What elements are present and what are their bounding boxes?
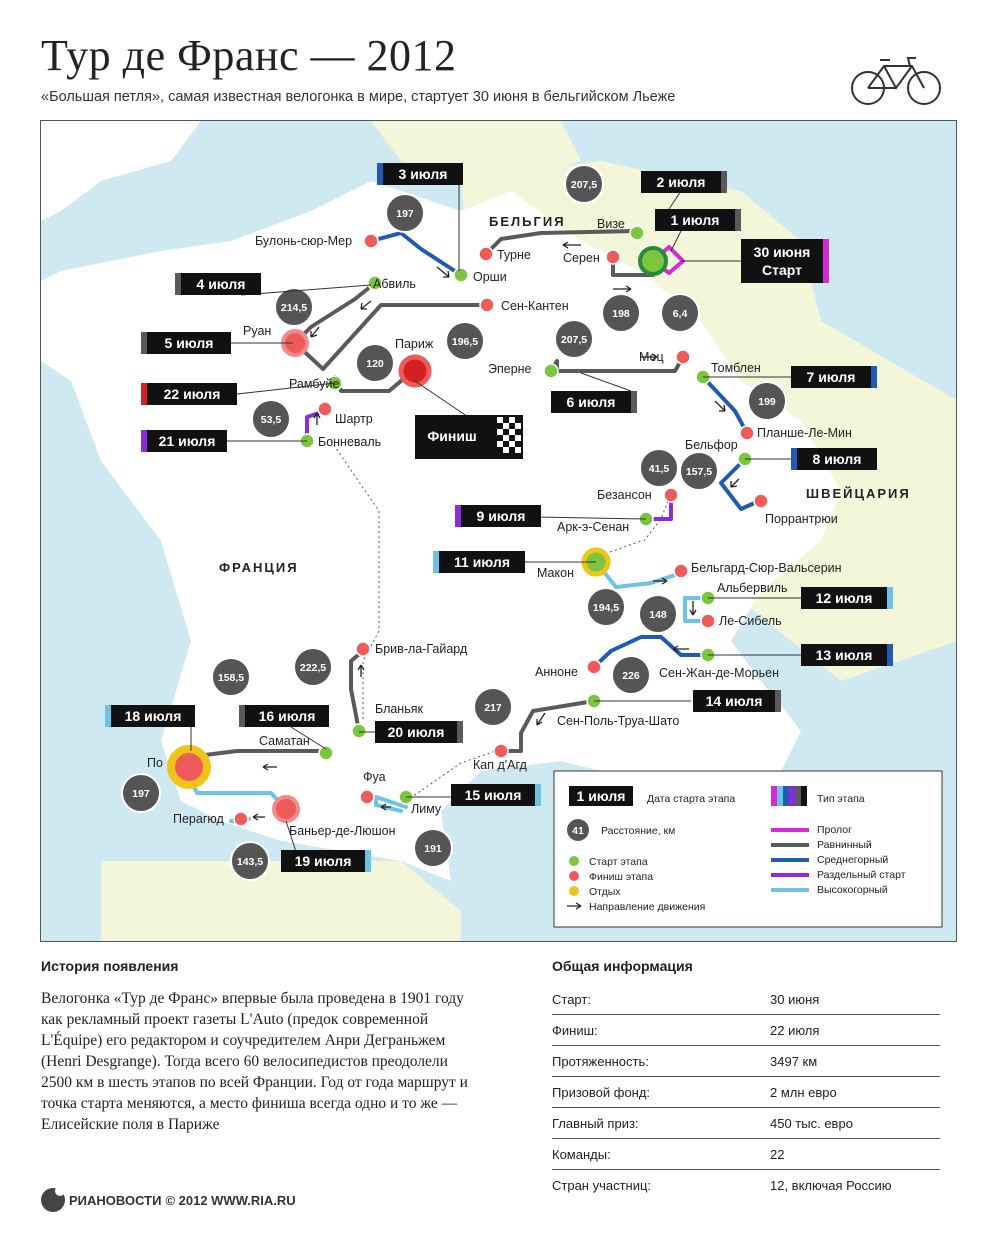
copyright: © 2012 WWW.RIA.RU (165, 1192, 296, 1208)
neighbor-land-south (101, 861, 461, 942)
legend-medium: Среднегорный (817, 854, 889, 866)
legend-flat: Равнинный (817, 839, 872, 851)
stage-tag-16 (239, 705, 329, 727)
city-label: Орши (473, 270, 507, 284)
stage-date: 14 июля (705, 693, 763, 709)
city-label: Бельгард-Сюр-Вальсерин (691, 561, 842, 575)
city-label: Руан (243, 324, 272, 338)
history-heading: История появления (41, 958, 179, 974)
info-key: Протяженность: (552, 1053, 649, 1069)
stage-tag-11 (433, 551, 525, 573)
info-key: Главный приз: (552, 1115, 639, 1131)
distance-label: 217 (484, 702, 502, 714)
city-label: Эперне (488, 362, 532, 376)
city-label: Ле-Сибель (719, 614, 782, 628)
city-label: Макон (537, 566, 574, 580)
distance-label: 143,5 (236, 856, 264, 868)
distance-label: 158,5 (217, 672, 245, 684)
stage-date: 4 июля (196, 276, 246, 292)
city-label: Сен-Поль-Труа-Шато (557, 714, 680, 728)
distance-label: 148 (649, 609, 667, 621)
city-label: Бонневаль (318, 435, 382, 449)
distance-label: 6,4 (672, 308, 688, 320)
stage-date: 20 июля (387, 724, 445, 740)
distance-label: 207,5 (560, 334, 588, 346)
distance-label: 120 (366, 358, 384, 370)
info-table (552, 984, 940, 1200)
footer (41, 1188, 296, 1212)
city-label: Альбервиль (717, 581, 788, 595)
stage-tag-8 (791, 448, 877, 470)
legend-direction: Направление движения (589, 901, 706, 913)
stage-start-label: Старт (762, 262, 802, 278)
stage-date: 3 июля (398, 166, 448, 182)
info-value: 30 июня (770, 991, 820, 1007)
legend-date-sample: 1 июля (576, 788, 626, 804)
city-label: Перагюд (173, 812, 224, 826)
distance-label: 194,5 (592, 602, 620, 614)
info-value: 12, включая Россию (770, 1177, 892, 1193)
stage-tag-13 (801, 644, 893, 666)
city-label: Шартр (335, 412, 373, 426)
city-label: Турне (497, 248, 531, 262)
info-value: 2 млн евро (770, 1084, 837, 1100)
stage-tag-2 (641, 171, 727, 193)
stage-date: 7 июля (806, 369, 856, 385)
distance-label: 214,5 (280, 302, 308, 314)
city-label: Безансон (597, 488, 652, 502)
city-label: Бланьяк (375, 702, 423, 716)
distance-label: 191 (424, 843, 442, 855)
stage-tag-3 (377, 163, 463, 185)
stage-date: 6 июля (566, 394, 616, 410)
uk-land (41, 121, 201, 221)
stage-date: 1 июля (670, 212, 720, 228)
country-switzerland: ШВЕЙЦАРИЯ (806, 486, 911, 501)
legend-type-label: Тип этапа (817, 793, 865, 805)
city-label: Сен-Кантен (501, 299, 569, 313)
distance-label: 226 (622, 670, 640, 682)
info-value: 3497 км (770, 1053, 818, 1069)
stage-tag-15 (451, 784, 541, 806)
country-france: ФРАНЦИЯ (219, 560, 299, 575)
stage-date: 19 июля (294, 853, 352, 869)
info-row (552, 1139, 940, 1170)
city-label: Арк-э-Сенан (557, 520, 630, 534)
stage-tag-7 (791, 366, 877, 388)
info-row (552, 1046, 940, 1077)
info-key: Команды: (552, 1146, 611, 1162)
city-label: Сен-Жан-де-Морьен (659, 666, 779, 680)
city-label: Баньер-де-Люшон (289, 824, 396, 838)
info-value: 22 июля (770, 1022, 820, 1038)
legend-mountain: Высокогорный (817, 884, 888, 896)
stage-date: 18 июля (124, 708, 182, 724)
city-label: Рамбуйе (289, 377, 340, 391)
stage-date: 5 июля (164, 335, 214, 351)
stage-tag-22 (141, 383, 237, 405)
page-subtitle: «Большая петля», самая известная велогонка в мире, стартует 30 июня в бельгийском Льеже (41, 89, 676, 105)
stage-tag-6 (551, 391, 637, 413)
page-title: Тур де Франс — 2012 (41, 31, 457, 80)
legend-finish: Финиш этапа (589, 871, 654, 883)
history-text: Велогонка «Тур де Франс» впервые была проведена в 1901 году как рекламный проект газеты L'Auto (предок современной L'Équipe) его редактором и соучредителем Анри Деграньжем (Henri Desgrange). Тогда всего 60 велосипедистов преодолели 2500 км в шесть этапов по всей Франции. Год от года маршрут и точка старта меняются, а место финиша всегда одно и то же — Елисейские поля в Париже (41, 990, 468, 1133)
stage-date: 30 июня (753, 244, 811, 260)
stage-date: 12 июля (815, 590, 873, 606)
city-label: По (147, 756, 163, 770)
city-label: Анноне (535, 665, 578, 679)
city-label: Абвиль (373, 277, 416, 291)
city-label: Поррантрюи (765, 512, 838, 526)
stage-date: 16 июля (258, 708, 316, 724)
legend-tt: Раздельный старт (817, 869, 906, 881)
distance-label: 207,5 (570, 179, 598, 191)
stage-date: 9 июля (476, 508, 526, 524)
city-label: Булонь-сюр-Мер (255, 234, 353, 248)
stage-tag-12 (801, 587, 893, 609)
info-row (552, 1108, 940, 1139)
stage-date: 21 июля (158, 433, 216, 449)
info-row (552, 1077, 940, 1108)
city-label: Кап д'Агд (473, 758, 527, 772)
legend-prologue: Пролог (817, 824, 852, 836)
distance-label: 157,5 (685, 466, 713, 478)
city-label: Брив-ла-Гайард (375, 642, 468, 656)
city-label: Серен (563, 251, 600, 265)
legend-rest: Отдых (589, 886, 621, 898)
brand-name: РИАНОВОСТИ (69, 1192, 162, 1208)
legend-dist-sample: 41 (572, 825, 584, 837)
stage-date: 13 июля (815, 647, 873, 663)
map-legend (554, 771, 942, 927)
stage-date: 15 июля (464, 787, 522, 803)
distance-label: 53,5 (260, 414, 282, 426)
route-map (40, 120, 957, 942)
distance-label: 196,5 (451, 336, 479, 348)
city-label: Томблен (711, 361, 761, 375)
city-label: Визе (597, 217, 625, 231)
bicycle-icon (850, 52, 942, 108)
distance-label: 197 (132, 788, 150, 800)
city-label: Мец (639, 350, 664, 364)
country-belgium: БЕЛЬГИЯ (489, 214, 566, 229)
stage-tag-5 (141, 332, 231, 354)
distance-label: 199 (758, 396, 776, 408)
stage-tag-20 (375, 721, 463, 743)
info-value: 22 (770, 1146, 785, 1162)
distance-label: 197 (396, 208, 414, 220)
finish-flag (415, 415, 523, 459)
info-value: 450 тыс. евро (770, 1115, 853, 1131)
city-label: Фуа (363, 770, 386, 784)
distance-label: 198 (612, 308, 630, 320)
legend-dist-label: Расстояние, км (601, 825, 676, 837)
city-label: Бельфор (685, 438, 738, 452)
info-row (552, 1015, 940, 1046)
info-row (552, 984, 940, 1015)
stage-date: 8 июля (812, 451, 862, 467)
distance-label: 41,5 (648, 463, 670, 475)
city-label: Париж (395, 337, 434, 351)
stage-tag-21 (141, 430, 227, 452)
stage-tag-prologue (741, 239, 829, 283)
stage-date: 2 июля (656, 174, 706, 190)
city-label: Планше-Ле-Мин (757, 426, 852, 440)
info-key: Старт: (552, 991, 591, 1007)
stage-tag-18 (105, 705, 195, 727)
info-key: Финиш: (552, 1022, 598, 1038)
city-label: Лиму (411, 802, 442, 816)
info-key: Призовой фонд: (552, 1084, 651, 1100)
stage-tag-9 (455, 505, 541, 527)
stage-tag-14 (693, 690, 781, 712)
legend-date-label: Дата старта этапа (647, 793, 736, 805)
distance-label: 222,5 (299, 662, 327, 674)
stage-date: 11 июля (454, 554, 510, 570)
stage-tag-4 (175, 273, 261, 295)
info-key: Стран участниц: (552, 1177, 652, 1193)
stage-tag-1 (655, 209, 741, 231)
stage-tag-19 (281, 850, 371, 872)
info-heading: Общая информация (552, 958, 693, 974)
legend-start: Старт этапа (589, 856, 648, 868)
city-label: Саматан (259, 734, 310, 748)
stage-date: 22 июля (163, 386, 221, 402)
info-row (552, 1170, 940, 1200)
finish-label: Финиш (427, 428, 477, 444)
ria-logo-icon (41, 1188, 65, 1212)
